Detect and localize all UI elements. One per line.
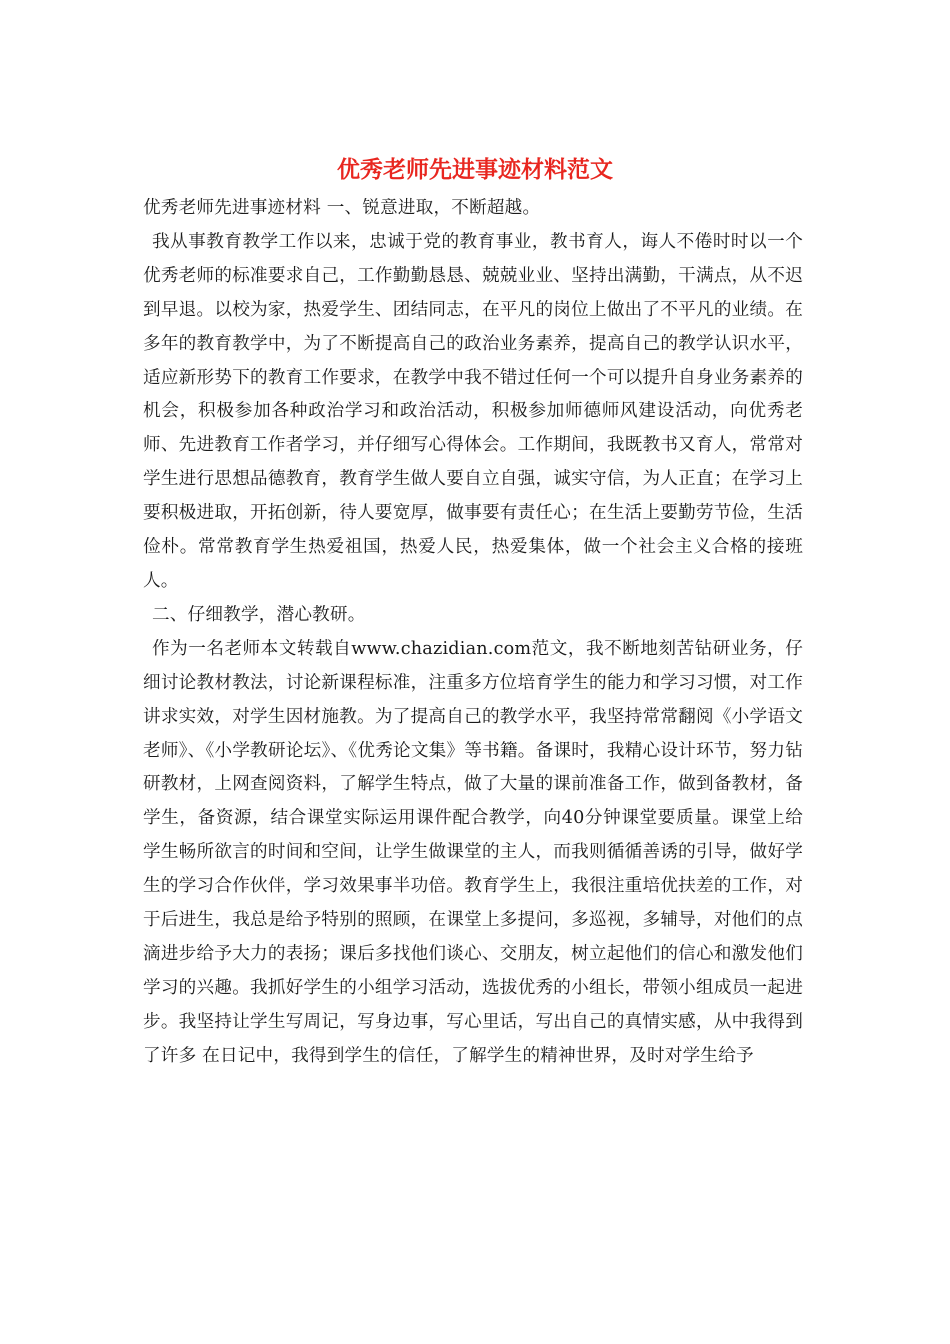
paragraph-section-1: 我从事教育教学工作以来，忠诚于党的教育事业，教书育人，诲人不倦时时以一个优秀老师的标准要求自己，工作勤勤恳恳、兢兢业业、坚持出满勤，干满点，从不迟到早退。以校为家，热爱学生、团结同志，在平凡的岗位上做出了不平凡的业绩。在多年的教育教学中，为了不断提高自己的政治业务素养，提高自己的教学认识水平，适应新形势下的教育工作要求，在教学中我不错过任何一个可以提升自身业务素养的机会，积极参加各种政治学习和政治活动，积极参加师德师风建设活动，向优秀老师、先进教育工作者学习，并仔细写心得体会。工作期间，我既教书又育人，常常对学生进行思想品德教育，教育学生做人要自立自强，诚实守信，为人正直；在学习上要积极进取，开拓创新，待人要宽厚，做事要有责任心；在生活上要勤劳节俭，生活俭朴。常常教育学生热爱祖国，热爱人民，热爱集体，做一个社会主义合格的接班人。 (143, 231, 803, 591)
document-title: 优秀老师先进事迹材料范文 (337, 156, 613, 183)
paragraph-heading-2: 二、仔细教学，潜心教研。 (152, 604, 366, 625)
paragraph-intro: 优秀老师先进事迹材料 一、锐意进取，不断超越。 (143, 198, 541, 218)
paragraph-section-2: 作为一名老师本文转载自www.chazidian.com范文，我不断地刻苦钻研业务，仔细讨论教材教法，讨论新课程标准，注重多方位培育学生的能力和学习习惯，对工作讲求实效，对学生因材施教。为了提高自己的教学水平，我坚持常常翻阅《小学语文老师》、《小学教研论坛》、《优秀论文集》等书籍。备课时，我精心设计环节，努力钻研教材，上网查阅资料，了解学生特点，做了大量的课前准备工作，做到备教材，备学生，备资源，结合课堂实际运用课件配合教学，向40分钟课堂要质量。课堂上给学生畅所欲言的时间和空间，让学生做课堂的主人，而我则循循善诱的引导，做好学生的学习合作伙伴，学习效果事半功倍。教育学生上，我很注重培优扶差的工作，对于后进生，我总是给予特别的照顾，在课堂上多提问，多巡视，多辅导，对他们的点滴进步给予大力的表扬；课后多找他们谈心、交朋友，树立起他们的信心和激发他们学习的兴趣。我抓好学生的小组学习活动，选拔优秀的小组长，带领小组成员一起进步。我坚持让学生写周记，写身边事，写心里话，写出自己的真情实感，从中我得到了许多 在日记中，我得到学生的信任，了解学生的精神世界，及时对学生给予 (143, 638, 803, 1066)
document-body (143, 192, 803, 1074)
